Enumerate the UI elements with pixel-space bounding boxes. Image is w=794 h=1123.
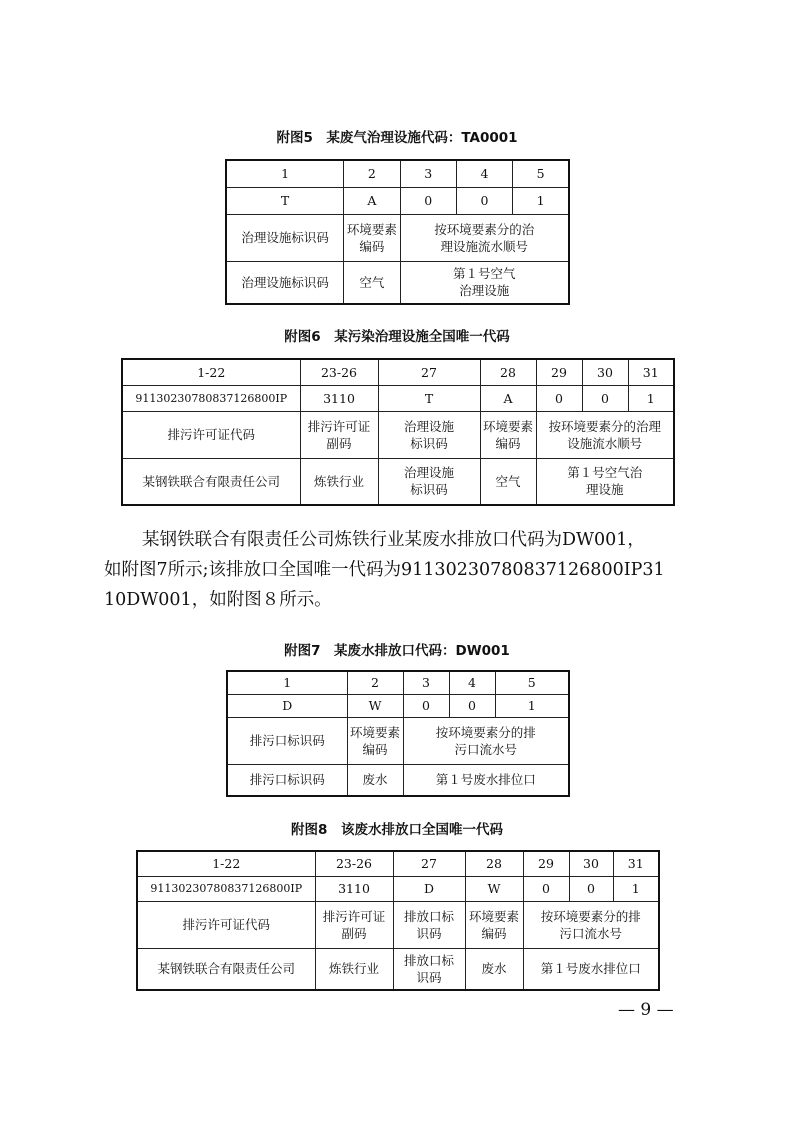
table-cell: 0 (449, 694, 495, 717)
table-cell: 1 (613, 876, 659, 901)
table-cell: 31 (613, 851, 659, 876)
table-cell: D (227, 694, 347, 717)
table-cell: 排污口标识码 (227, 717, 347, 764)
paragraph-line: 某钢铁联合有限责任公司炼铁行业某废水排放口代码为DW001， (142, 530, 645, 550)
table-cell: 环境要素编码 (344, 214, 400, 261)
table-cell: 2 (344, 160, 400, 187)
table-cell: 排放口标识码 (393, 901, 465, 948)
table-cell: 按环境要素分的治理设施流水顺号 (536, 411, 674, 458)
fig6-caption: 附图6 某污染治理设施全国唯一代码 (284, 329, 510, 345)
table-cell: 1 (495, 694, 569, 717)
table-row (122, 458, 674, 505)
table-cell: 按环境要素分的排污口流水号 (403, 717, 569, 764)
table-cell: 0 (569, 876, 613, 901)
table-cell: 治理设施标识码 (378, 411, 480, 458)
table-cell: A (480, 385, 536, 411)
paragraph-line: 如附图7所示;该排放口全国唯一代码为91130230780837126800IP31 (104, 560, 665, 580)
table-cell: 2 (347, 671, 403, 694)
table-cell: 0 (400, 187, 456, 214)
table-row (122, 411, 674, 458)
table-cell: 0 (456, 187, 512, 214)
table-cell: T (226, 187, 344, 214)
table-row (137, 901, 659, 948)
table-cell: 空气 (480, 458, 536, 505)
table-row (137, 948, 659, 990)
table-row (227, 764, 569, 796)
table-cell: D (393, 876, 465, 901)
table-cell: W (465, 876, 523, 901)
fig8-table (136, 850, 660, 991)
table-cell: 4 (456, 160, 512, 187)
table-row (226, 214, 569, 261)
table-cell: 3110 (300, 385, 378, 411)
table-cell: 排污许可证代码 (122, 411, 300, 458)
table-cell: 排污许可证副码 (300, 411, 378, 458)
fig5-table (225, 159, 570, 305)
table-cell: 治理设施标识码 (226, 261, 344, 304)
table-row (226, 187, 569, 214)
fig7-table (226, 670, 570, 797)
body-paragraph (104, 525, 704, 615)
table-cell: 空气 (344, 261, 400, 304)
fig7-caption: 附图7 某废水排放口代码：DW001 (284, 643, 510, 659)
table-cell: 31 (628, 359, 674, 385)
table-cell: 28 (480, 359, 536, 385)
table-cell: 27 (378, 359, 480, 385)
table-cell: 0 (536, 385, 582, 411)
fig5-caption: 附图5 某废气治理设施代码：TA0001 (276, 130, 518, 146)
table-cell: 0 (582, 385, 628, 411)
table-cell: 3 (403, 671, 449, 694)
table-row (226, 261, 569, 304)
table-cell: 0 (523, 876, 569, 901)
table-cell: 按环境要素分的排污口流水号 (523, 901, 659, 948)
table-cell: 环境要素编码 (347, 717, 403, 764)
table-cell: 3 (400, 160, 456, 187)
page-number: — 9 — (618, 1000, 674, 1020)
table-cell: 5 (495, 671, 569, 694)
table-cell: 0 (403, 694, 449, 717)
table-cell: 炼铁行业 (300, 458, 378, 505)
table-cell: 28 (465, 851, 523, 876)
table-cell: 91130230780837126800IP (122, 385, 300, 411)
table-cell: 排污许可证副码 (315, 901, 393, 948)
table-cell: 1 (227, 671, 347, 694)
table-cell: 5 (513, 160, 569, 187)
table-cell: 治理设施标识码 (226, 214, 344, 261)
table-cell: 排放口标识码 (393, 948, 465, 990)
table-cell: 3110 (315, 876, 393, 901)
table-cell: 4 (449, 671, 495, 694)
table-cell: 23-26 (315, 851, 393, 876)
table-cell: 91130230780837126800IP (137, 876, 315, 901)
table-row (226, 160, 569, 187)
table-cell: 废水 (347, 764, 403, 796)
table-cell: W (347, 694, 403, 717)
table-cell: 27 (393, 851, 465, 876)
table-cell: 1 (513, 187, 569, 214)
table-cell: 治理设施标识码 (378, 458, 480, 505)
table-cell: 29 (536, 359, 582, 385)
table-cell: 某钢铁联合有限责任公司 (122, 458, 300, 505)
table-row (137, 851, 659, 876)
table-cell: 1 (628, 385, 674, 411)
table-cell: 第１号废水排位口 (523, 948, 659, 990)
paragraph-line: 10DW001，如附图８所示。 (104, 590, 332, 610)
fig6-table (121, 358, 675, 506)
table-row (122, 359, 674, 385)
table-row (122, 385, 674, 411)
table-cell: 30 (582, 359, 628, 385)
table-cell: 29 (523, 851, 569, 876)
table-cell: 环境要素编码 (465, 901, 523, 948)
table-row (227, 694, 569, 717)
table-cell: 第１号废水排位口 (403, 764, 569, 796)
table-row (137, 876, 659, 901)
table-cell: 1 (226, 160, 344, 187)
table-cell: 1-22 (137, 851, 315, 876)
table-cell: 23-26 (300, 359, 378, 385)
table-cell: 排污许可证代码 (137, 901, 315, 948)
table-cell: 30 (569, 851, 613, 876)
table-cell: 第１号空气治理设施 (536, 458, 674, 505)
table-row (227, 671, 569, 694)
table-cell: T (378, 385, 480, 411)
table-cell: 环境要素编码 (480, 411, 536, 458)
table-cell: 废水 (465, 948, 523, 990)
table-cell: 某钢铁联合有限责任公司 (137, 948, 315, 990)
fig8-caption: 附图8 该废水排放口全国唯一代码 (291, 822, 503, 838)
table-cell: 第１号空气治理设施 (400, 261, 569, 304)
table-cell: 1-22 (122, 359, 300, 385)
table-cell: 按环境要素分的治理设施流水顺号 (400, 214, 569, 261)
table-cell: A (344, 187, 400, 214)
table-cell: 排污口标识码 (227, 764, 347, 796)
table-cell: 炼铁行业 (315, 948, 393, 990)
table-row (227, 717, 569, 764)
